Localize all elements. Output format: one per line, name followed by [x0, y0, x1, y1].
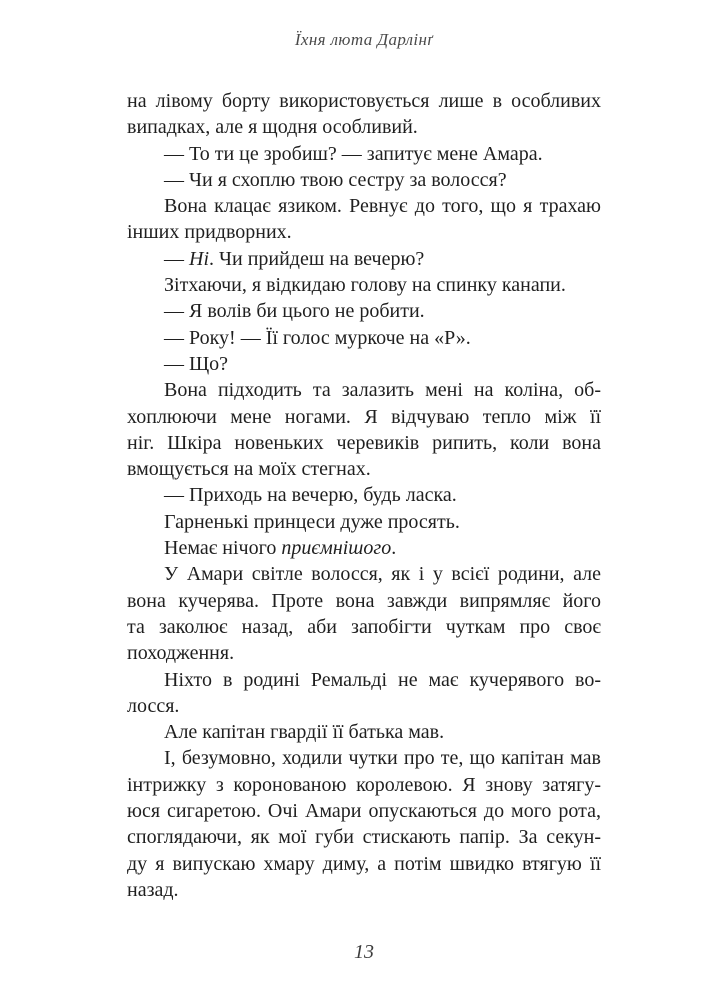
text-line	[127, 88, 601, 114]
text-line	[127, 351, 601, 377]
text-line	[127, 588, 601, 614]
text-segment: Але капітан гвардії її батька мав.	[164, 721, 445, 744]
text-line	[127, 745, 601, 771]
text-segment: Вона підходить та залазить мені на коліна, об-	[164, 379, 601, 402]
text-line	[127, 377, 601, 403]
text-segment: лосся.	[127, 694, 180, 717]
text-segment: хоплюючи мене ногами. Я відчуваю тепло між її	[127, 405, 601, 428]
text-segment: на лівому борту використовується лише в особливих	[127, 90, 601, 112]
text-line	[127, 798, 601, 824]
text-segment: вона кучерява. Проте вона завжди випрямляє його	[127, 589, 601, 612]
page-body	[127, 88, 601, 903]
text-line	[127, 219, 601, 245]
text-line	[127, 640, 601, 666]
emphasized-text: Ні	[189, 247, 209, 270]
text-segment: —	[164, 247, 189, 270]
text-segment: походження.	[127, 642, 235, 665]
text-segment: ніг. Шкіра новеньких черевиків рипить, коли вона	[127, 431, 601, 454]
text-segment: — Приходь на вечерю, будь ласка.	[164, 484, 457, 507]
text-line	[127, 851, 601, 877]
emphasized-text: приємнішого	[281, 537, 392, 560]
text-line	[127, 246, 601, 272]
text-line	[127, 272, 601, 298]
text-line	[127, 667, 601, 693]
text-line	[127, 719, 601, 745]
text-line	[127, 114, 601, 140]
text-segment: споглядаючи, як мої губи стискають папір. За секун-	[127, 826, 601, 849]
text-segment: .	[391, 537, 397, 560]
text-segment: Вона клацає язиком. Ревнує до того, що я трахаю	[164, 195, 601, 218]
text-line	[127, 509, 601, 535]
text-line	[127, 824, 601, 850]
text-segment: — Я волів би цього не робити.	[164, 300, 425, 323]
text-segment: Гарненькі принцеси дуже просять.	[164, 510, 460, 533]
text-segment: та заколює назад, аби запобігти чуткам про своє	[127, 615, 601, 638]
text-line	[127, 614, 601, 640]
text-line	[127, 404, 601, 430]
text-segment: — Чи я схоплю твою сестру за волосся?	[164, 168, 507, 191]
text-segment: . Чи прийдеш на вечерю?	[209, 247, 425, 270]
text-line	[127, 482, 601, 508]
text-segment: Зітхаючи, я відкидаю голову на спинку канапи.	[164, 274, 566, 297]
text-line	[127, 167, 601, 193]
text-segment: назад.	[127, 878, 179, 901]
text-line	[127, 141, 601, 167]
text-segment: Немає нічого	[164, 537, 282, 560]
text-segment: вмощується на моїх стегнах.	[127, 458, 371, 481]
text-line	[127, 325, 601, 351]
text-line	[127, 430, 601, 456]
page-number: 13	[354, 941, 374, 963]
text-segment: — Що?	[164, 352, 229, 375]
text-line	[127, 535, 601, 561]
text-line	[127, 298, 601, 324]
text-segment: І, безумовно, ходили чутки про те, що капітан мав	[164, 747, 601, 770]
text-segment: інтрижку з коронованою королевою. Я знову затягу-	[127, 773, 601, 796]
text-line	[127, 693, 601, 719]
text-segment: Ніхто в родині Ремальді не має кучерявого во-	[164, 668, 601, 691]
text-segment: випадках, але я щодня особливий.	[127, 116, 418, 139]
text-segment: — То ти це зробиш? — запитує мене Амара.	[164, 142, 543, 165]
text-line	[127, 193, 601, 219]
text-line	[127, 561, 601, 587]
text-segment: юся сигаретою. Очі Амари опускаються до мого рота,	[127, 800, 601, 823]
running-header: Їхня люта Дарлінґ	[294, 30, 434, 49]
text-segment: інших придворних.	[127, 221, 292, 244]
text-segment: ду я випускаю хмару диму, а потім швидко втягую її	[127, 852, 601, 875]
text-line	[127, 772, 601, 798]
text-segment: У Амари світле волосся, як і у всієї родини, але	[164, 563, 601, 586]
text-line	[127, 877, 601, 903]
text-segment: — Року! — Її голос муркоче на «Р».	[164, 326, 471, 349]
text-line	[127, 456, 601, 482]
